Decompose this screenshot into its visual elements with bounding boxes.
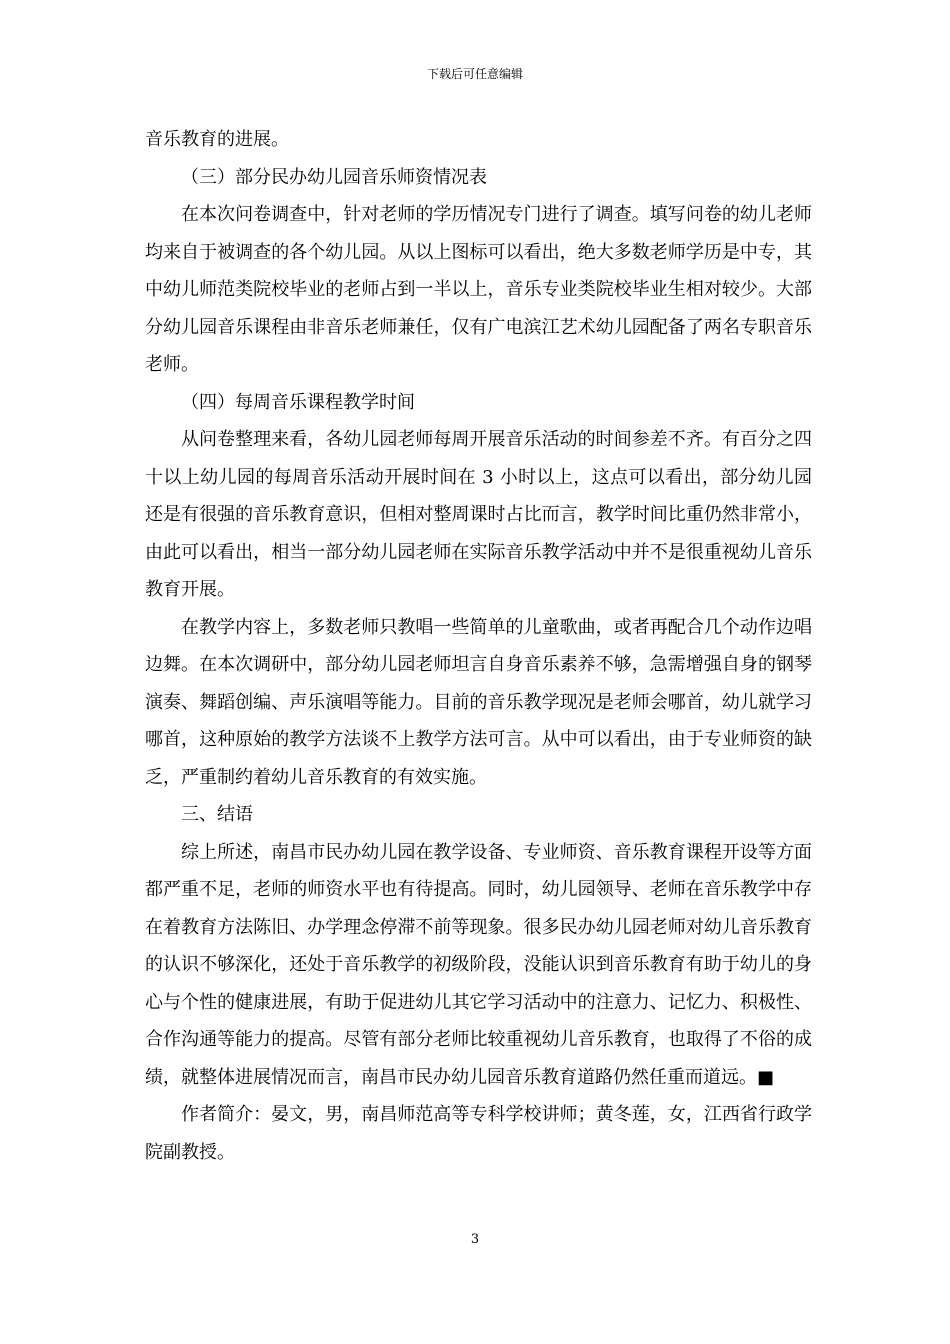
document-body [145, 121, 812, 1171]
section-heading-conclusion: 三、结语 [181, 804, 253, 825]
paragraph-teacher-education: 在本次问卷调查中，针对老师的学历情况专门进行了调查。填写问卷的幼儿老师均来自于被调查的各个幼儿园。从以上图标可以看出，绝大多数老师学历是中专，其中幼儿师范类院校毕业的老师占到一半以上，音乐专业类院校毕业生相对较少。大部分幼儿园音乐课程由非音乐老师兼任，仅有广电滨江艺术幼儿园配备了两名专职音乐老师。 [145, 204, 812, 375]
paragraph-weekly-time: 从问卷整理来看，各幼儿园老师每周开展音乐活动的时间参差不齐。有百分之四十以上幼儿园的每周音乐活动开展时间在 3 小时以上，这点可以看出，部分幼儿园还是有很强的音乐教育意识，但相对整周课时占比而言，教学时间比重仍然非常小，由此可以看出，相当一部分幼儿园老师在实际音乐教学活动中并不是很重视幼儿音乐教育开展。 [145, 429, 812, 600]
section-heading-3: （三）部分民办幼儿园音乐师资情况表 [181, 166, 487, 188]
section-heading-4: （四）每周音乐课程教学时间 [181, 391, 415, 413]
paragraph-author-bio: 作者简介：晏文，男，南昌师范高等专科学校讲师；黄冬莲，女，江西省行政学院副教授。 [145, 1104, 812, 1163]
header-note: 下载后可任意编辑 [426, 67, 523, 81]
paragraph-teaching-content: 在教学内容上，多数老师只教唱一些简单的儿童歌曲，或者再配合几个动作边唱边舞。在本次调研中，部分幼儿园老师坦言自身音乐素养不够，急需增强自身的钢琴演奏、舞蹈创编、声乐演唱等能力。目前的音乐教学现况是老师会哪首，幼儿就学习哪首，这种原始的教学方法谈不上教学方法可言。从中可以看出，由于专业师资的缺乏，严重制约着幼儿音乐教育的有效实施。 [145, 616, 812, 788]
paragraph-continuation: 音乐教育的进展。 [145, 129, 289, 150]
page-number: 3 [470, 1232, 480, 1247]
paragraph-conclusion: 综上所述，南昌市民办幼儿园在教学设备、专业师资、音乐教育课程开设等方面都严重不足，老师的师资水平也有待提高。同时，幼儿园领导、老师在音乐教学中存在着教育方法陈旧、办学理念停滞不前等现象。很多民办幼儿园老师对幼儿音乐教育的认识不够深化，还处于音乐教学的初级阶段，没能认识到音乐教育有助于幼儿的身心与个性的健康进展，有助于促进幼儿其它学习活动中的注意力、记忆力、积极性、合作沟通等能力的提高。尽管有部分老师比较重视幼儿音乐教育，也取得了不俗的成绩，就整体进展情况而言，南昌市民办幼儿园音乐教育道路仍然任重而道远。■ [145, 841, 812, 1088]
